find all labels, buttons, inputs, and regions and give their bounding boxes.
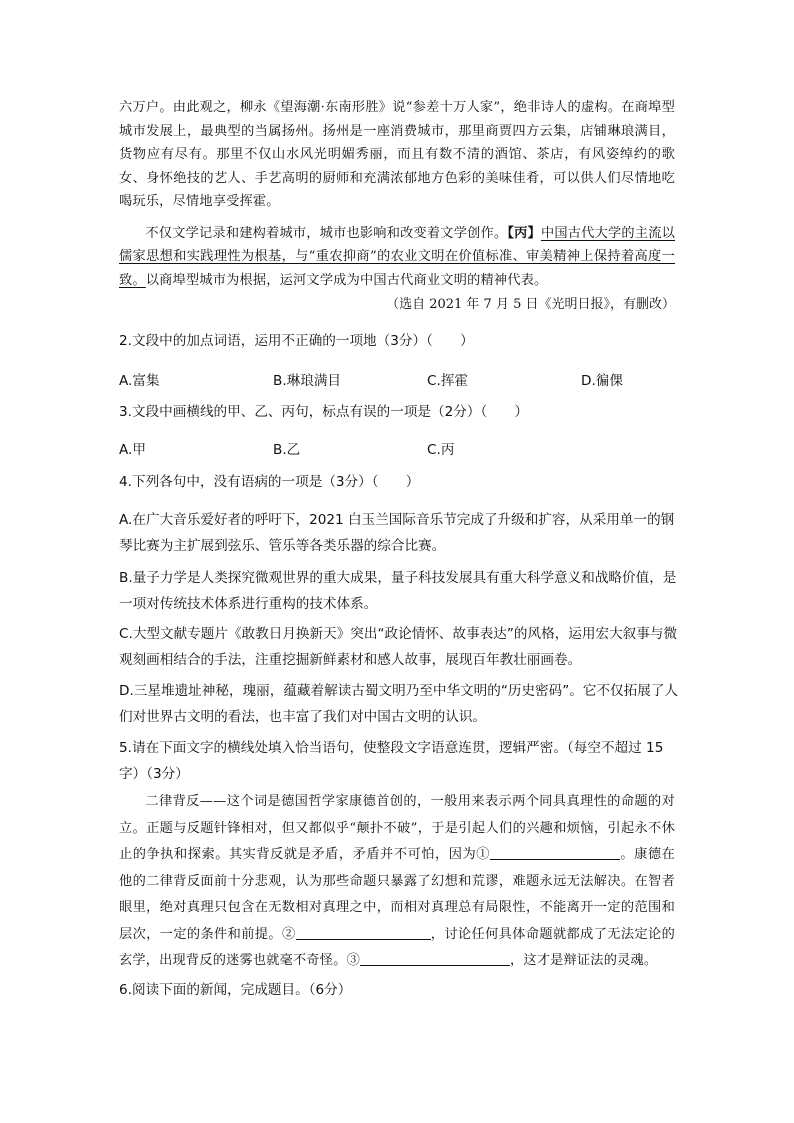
q5-text-2: 。康德在他的二律背反面前十分悲观，认为那些命题只暴露了幻想和荒谬，难题永远无法解决。在智者眼里，绝对真理只包含在无数相对真理之中，而相对真理总有局限性，不能离开一定的范围和层次，一定的条件和前提。 [119, 847, 675, 942]
passage-p2-lead: 不仅文学记录和建构着城市，城市也影响和改变着文学创作。 [145, 225, 508, 241]
source-citation: （选自 2021 年 7 月 5 日《光明日报》，有删改） [386, 297, 675, 312]
q3-option-b[interactable]: B.乙 [273, 442, 301, 458]
blank-2[interactable] [296, 925, 431, 940]
reading-passage [119, 96, 675, 292]
q3-option-c[interactable]: C.丙 [427, 442, 455, 458]
sentence-mark-bing: 【丙】 [507, 225, 541, 241]
blank-3-number: ③ [346, 953, 360, 968]
q5-passage [119, 789, 675, 975]
q5-text-1: 二律背反——这个词是德国哲学家康德首创的，一般用来表示两个同具真理性的命题的对立。正题与反题针锋相对，但又都似乎“颠扑不破”，于是引起人们的兴趣和烦恼，引起永不休止的争执和探索。其实背反就是矛盾，矛盾并不可怕，因为 [119, 794, 675, 862]
passage-p2-tail: 以商埠型城市为根据，运河文学成为中国古代商业文明的精神代表。 [145, 272, 548, 288]
blank-3[interactable] [360, 951, 510, 966]
blank-1[interactable] [490, 845, 620, 860]
question-5-stem: 5.请在下面文字的横线处填入恰当语句，使整段文字语意连贯，逻辑严密。（每空不超过 15 字）（3分） [119, 740, 664, 782]
question-4-stem: 4.下列各句中，没有语病的一项是（3分）（ ） [119, 474, 420, 490]
blank-2-number: ② [281, 926, 296, 942]
q2-option-a[interactable]: A.富集 [119, 373, 160, 389]
q4-option-a[interactable]: A.在广大音乐爱好者的呼吁下，2021 白玉兰国际音乐节完成了升级和扩容，从采用单一的钢琴比赛为主扩展到弦乐、管乐等各类乐器的综合比赛。 [119, 512, 675, 554]
q4-option-b[interactable]: B.量子力学是人类探究微观世界的重大成果，量子科技发展具有重大科学意义和战略价值，是一项对传统技术体系进行重构的技术体系。 [119, 570, 677, 612]
q4-option-d[interactable]: D.三星堆遗址神秘，瑰丽，蕴藏着解读古蜀文明乃至中华文明的“历史密码”。它不仅拓展了人们对世界古文明的看法，也丰富了我们对中国古文明的认识。 [119, 683, 679, 725]
question-6-stem: 6.阅读下面的新闻，完成题目。（6分） [119, 982, 352, 998]
underlined-sentence-bing: 中国古代大学的主流以儒家思想和实践理性为根基，与“重农抑商”的农业文明在价值标准、审美精神上保持着高度一致。 [119, 225, 676, 288]
question-3-options [119, 438, 679, 460]
q2-option-d[interactable]: D.徧倮 [581, 373, 623, 389]
blank-1-number: ① [476, 847, 491, 862]
question-2-options [119, 369, 679, 391]
question-2-stem: 2.文段中的加点词语，运用不正确的一项地（3分）（ ） [119, 333, 474, 349]
q2-option-c[interactable]: C.挥霍 [427, 373, 469, 389]
q3-option-a[interactable]: A.甲 [119, 442, 146, 458]
q5-text-4: ，这才是辩证法的灵魂。 [509, 953, 658, 968]
passage-paragraph-1: 六万户。由此观之，柳永《望海潮·东南形胜》说“参差十万人家”，绝非诗人的虚构。在商埠型城市发展上，最典型的当属扬州。扬州是一座消费城市，那里商贾四方云集，店铺琳琅满目，货物应有尽有。那里不仅山水风光明媚秀丽，而且有数不清的酒馆、茶店，有风姿绰约的歌女、身怀绝技的艺人、手艺高明的厨师和充满浓郁地方色彩的美味佳肴，可以供人们尽情地吃喝玩乐，尽情地享受挥霍。 [119, 100, 675, 209]
q2-option-b[interactable]: B.琳琅满目 [273, 373, 342, 389]
passage-paragraph-2 [119, 222, 675, 293]
question-3-stem: 3.文段中画横线的甲、乙、丙句，标点有误的一项是（2分）（ ） [119, 404, 529, 420]
q4-option-c[interactable]: C.大型文献专题片《敢教日月换新天》突出“政论情怀、故事表达”的风格，运用宏大叙事与微观刻画相结合的手法，注重挖掘新鲜素材和感人故事，展现百年教壮丽画卷。 [119, 626, 678, 668]
q5-text-3: ，讨论任何具体命题就都成了无法定论的玄学，出现背反的迷雾也就毫不奇怪。 [119, 926, 676, 968]
